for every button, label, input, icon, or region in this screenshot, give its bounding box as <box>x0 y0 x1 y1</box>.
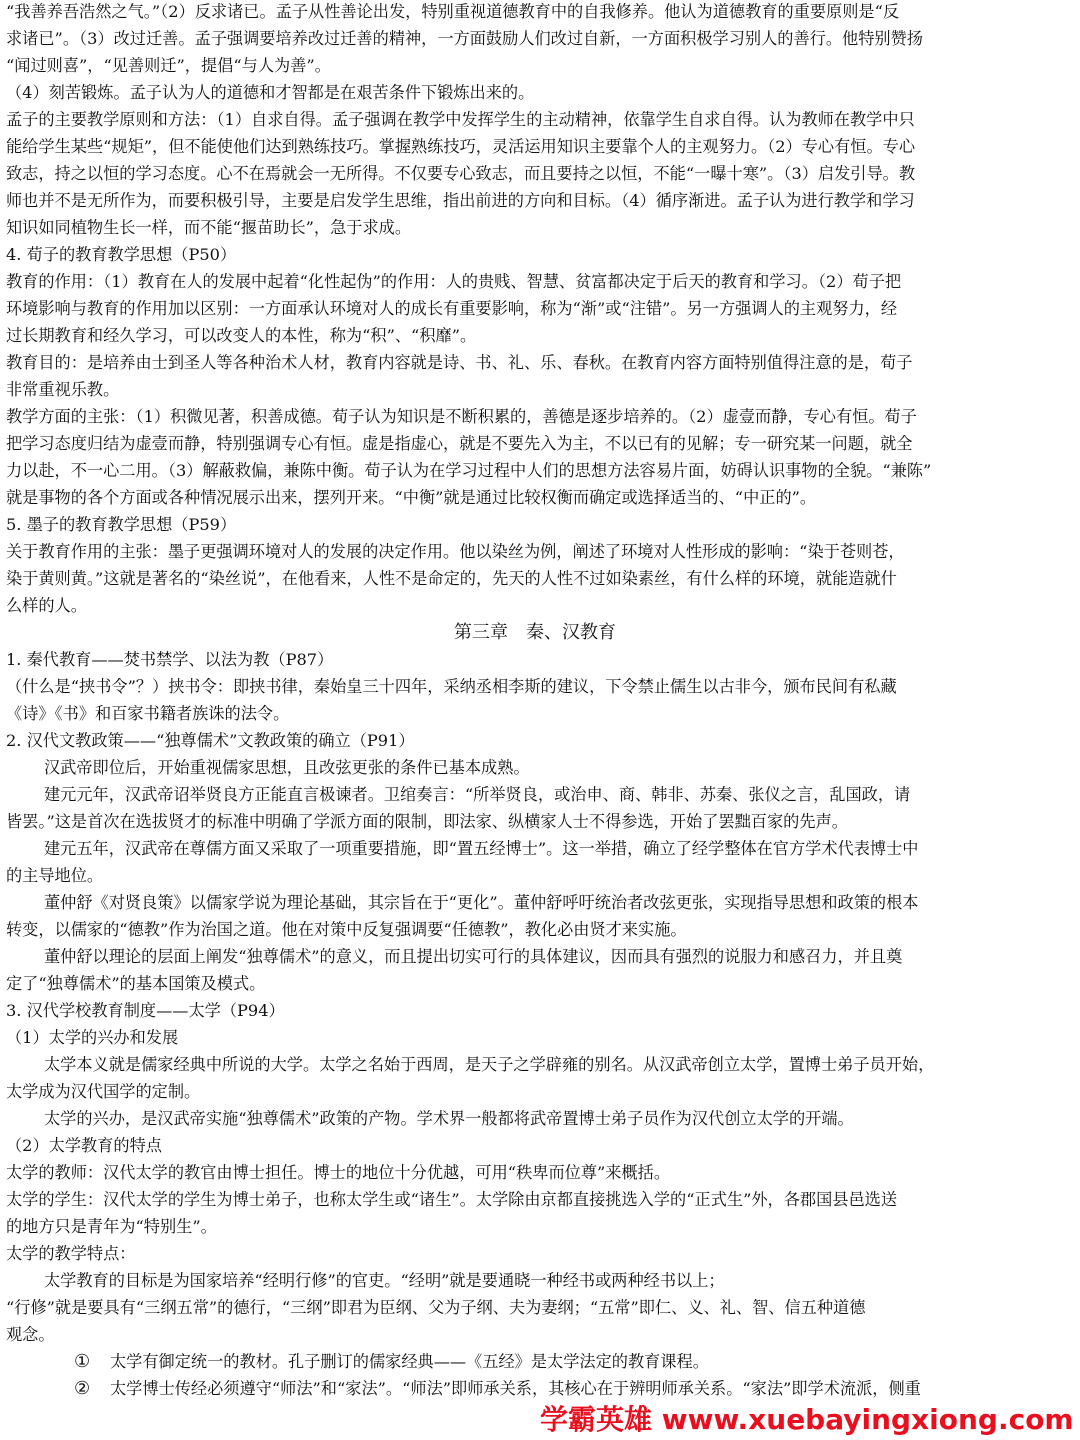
paragraph-line: 太学的教学特点： <box>6 1244 136 1263</box>
paragraph-line: 太学成为汉代国学的定制。 <box>6 1082 201 1101</box>
paragraph-line: 染于黄则黄。”这就是著名的“染丝说”，在他看来，人性不是命定的，先天的人性不过如染素丝，有什么样的环境，就能造就什 <box>6 569 897 588</box>
paragraph-line: 师也并不是无所作为，而要积极引导，主要是启发学生思维，指出前进的方向和目标。（4）循序渐进。孟子认为进行教学和学习 <box>6 191 915 210</box>
paragraph-line: 观念。 <box>6 1325 55 1344</box>
paragraph-line: 把学习态度归结为虚壹而静，特别强调专心有恒。虚是指虚心，就是不要先入为主，不以已有的见解；专一研究某一问题，就全 <box>6 434 913 453</box>
section-heading: 2. 汉代文教政策——“独尊儒术”文教政策的确立（P91） <box>6 731 415 750</box>
paragraph-line: 的地方只是青年为“特别生”。 <box>6 1217 217 1236</box>
section-heading: 1. 秦代教育——焚书禁学、以法为教（P87） <box>6 650 334 669</box>
paragraph-line: 《诗》《书》和百家书籍者族诛的法令。 <box>6 704 290 723</box>
watermark-footer: 学霸英雄 www.xuebayingxiong.com <box>540 1403 1074 1436</box>
list-item: 太学博士传经必须遵守“师法”和“家法”。“师法”即师承关系，其核心在于辨明师承关系。“家法”即学术流派，侧重 <box>110 1379 921 1398</box>
paragraph-line: 就是事物的各个方面或各种情况展示出来，摆列开来。“中衡”就是通过比较权衡而确定或选择适当的、“中正的”。 <box>6 488 817 507</box>
paragraph-line: 关于教育作用的主张：墨子更强调环境对人的发展的决定作用。他以染丝为例，阐述了环境对人性形成的影响：“染于苍则苍， <box>6 542 905 561</box>
paragraph-line: 董仲舒以理论的层面上阐发“独尊儒术”的意义，而且提出切实可行的具体建议，因而具有强烈的说服力和感召力，并且奠 <box>44 947 903 966</box>
paragraph-line: 太学的学生：汉代太学的学生为博士弟子，也称太学生或“诸生”。太学除由京都直接挑选入学的“正式生”外，各郡国县邑选送 <box>6 1190 898 1209</box>
paragraph-line: 教学方面的主张：（1）积微见著，积善成德。荀子认为知识是不断积累的，善德是逐步培养的。（2）虚壹而静，专心有恒。荀子 <box>6 407 917 426</box>
paragraph-line: 非常重视乐教。 <box>6 380 120 399</box>
paragraph-line: 汉武帝即位后，开始重视儒家思想，且改弦更张的条件已基本成熟。 <box>44 758 530 777</box>
paragraph-line: 的主导地位。 <box>6 866 104 885</box>
paragraph-line: 转变，以儒家的“德教”作为治国之道。他在对策中反复强调要“任德教”，教化必由贤才来实施。 <box>6 920 687 939</box>
paragraph-line: （4）刻苦锻炼。孟子认为人的道德和才智都是在艰苦条件下锻炼出来的。 <box>6 83 535 102</box>
chapter-title: 第三章 秦、汉教育 <box>454 622 616 643</box>
paragraph-line: “我善养吾浩然之气。”（2）反求诸已。孟子从性善论出发，特别重视道德教育中的自我修养。他认为道德教育的重要原则是“反 <box>6 2 900 21</box>
section-heading: 3. 汉代学校教育制度——太学（P94） <box>6 1001 285 1020</box>
paragraph-line: 致志，持之以恒的学习态度。心不在焉就会一无所得。不仅要专心致志，而且要持之以恒，不能“一曝十寒”。（3）启发引导。教 <box>6 164 916 183</box>
list-item: 太学有御定统一的教材。孔子删订的儒家经典——《五经》是太学法定的教育课程。 <box>110 1352 709 1371</box>
paragraph-line: 力以赴，不一心二用。（3）解蔽救偏，兼陈中衡。荀子认为在学习过程中人们的思想方法容易片面，妨碍认识事物的全貌。“兼陈” <box>6 461 932 480</box>
paragraph-line: 皆罢。”这是首次在选拔贤才的标准中明确了学派方面的限制，即法家、纵横家人士不得参选，开始了罢黜百家的先声。 <box>6 812 848 831</box>
list-marker: ① <box>74 1351 91 1372</box>
paragraph-line: 过长期教育和经久学习，可以改变人的本性，称为“积”、“积靡”。 <box>6 326 477 345</box>
paragraph-line: 定了“独尊儒术”的基本国策及模式。 <box>6 974 266 993</box>
paragraph-line: 知识如同植物生长一样，而不能“揠苗助长”，急于求成。 <box>6 218 412 237</box>
section-heading: 5. 墨子的教育教学思想（P59） <box>6 515 237 534</box>
paragraph-line: “行修”就是要具有“三纲五常”的德行，“三纲”即君为臣纲、父为子纲、夫为妻纲；“五常”即仁、义、礼、智、信五种道德 <box>6 1298 866 1317</box>
section-heading: 4. 荀子的教育教学思想（P50） <box>6 245 237 264</box>
paragraph-line: 太学的教师：汉代太学的教官由博士担任。博士的地位十分优越，可用“秩卑而位尊”来概括。 <box>6 1163 671 1182</box>
paragraph-line: 环境影响与教育的作用加以区别：一方面承认环境对人的成长有重要影响，称为“渐”或“注错”。另一方强调人的主观努力，经 <box>6 299 898 318</box>
subsection-heading: （2）太学教育的特点 <box>6 1136 162 1155</box>
paragraph-line: 董仲舒《对贤良策》以儒家学说为理论基础，其宗旨在于“更化”。董仲舒呼吁统治者改弦更张，实现指导思想和政策的根本 <box>44 893 919 912</box>
paragraph-line: 教育目的：是培养由士到圣人等各种治术人材，教育内容就是诗、书、礼、乐、春秋。在教育内容方面特别值得注意的是，荀子 <box>6 353 913 372</box>
paragraph-line: 太学的兴办，是汉武帝实施“独尊儒术”政策的产物。学术界一般都将武帝置博士弟子员作为汉代创立太学的开端。 <box>44 1109 854 1128</box>
paragraph-line: 建元元年，汉武帝诏举贤良方正能直言极谏者。卫绾奏言：“所举贤良，或治申、商、韩非、苏秦、张仪之言，乱国政，请 <box>44 785 911 804</box>
paragraph-line: 建元五年，汉武帝在尊儒方面又采取了一项重要措施，即“置五经博士”。这一举措，确立了经学整体在官方学术代表博士中 <box>44 839 919 858</box>
list-marker: ② <box>74 1378 91 1399</box>
paragraph-line: 能给学生某些“规矩”，但不能使他们达到熟练技巧。掌握熟练技巧，灵活运用知识主要靠个人的主观努力。（2）专心有恒。专心 <box>6 137 916 156</box>
paragraph-line: 求诸已”。（3）改过迁善。孟子强调要培养改过迁善的精神，一方面鼓励人们改过自新，一方面积极学习别人的善行。他特别赞扬 <box>6 29 923 48</box>
paragraph-line: 教育的作用：（1）教育在人的发展中起着“化性起伪”的作用：人的贵贱、智慧、贫富都决定于后天的教育和学习。（2）荀子把 <box>6 272 902 291</box>
paragraph-line: （什么是“挟书令”？）挟书令：即挟书律，秦始皇三十四年，采纳丞相李斯的建议，下令禁止儒生以古非今，颁布民间有私藏 <box>6 677 897 696</box>
subsection-heading: （1）太学的兴办和发展 <box>6 1028 179 1047</box>
paragraph-line: 孟子的主要教学原则和方法：（1）自求自得。孟子强调在教学中发挥学生的主动精神，依靠学生自求自得。认为教师在教学中只 <box>6 110 915 129</box>
paragraph-line: “闻过则喜”，“见善则迁”，提倡“与人为善”。 <box>6 56 331 75</box>
paragraph-line: 太学教育的目标是为国家培养“经明行修”的官吏。“经明”就是要通晓一种经书或两种经书以上； <box>44 1271 725 1290</box>
paragraph-line: 太学本义就是儒家经典中所说的大学。太学之名始于西周，是天子之学辟雍的别名。从汉武帝创立太学，置博士弟子员开始， <box>44 1055 935 1074</box>
paragraph-line: 么样的人。 <box>6 596 87 615</box>
